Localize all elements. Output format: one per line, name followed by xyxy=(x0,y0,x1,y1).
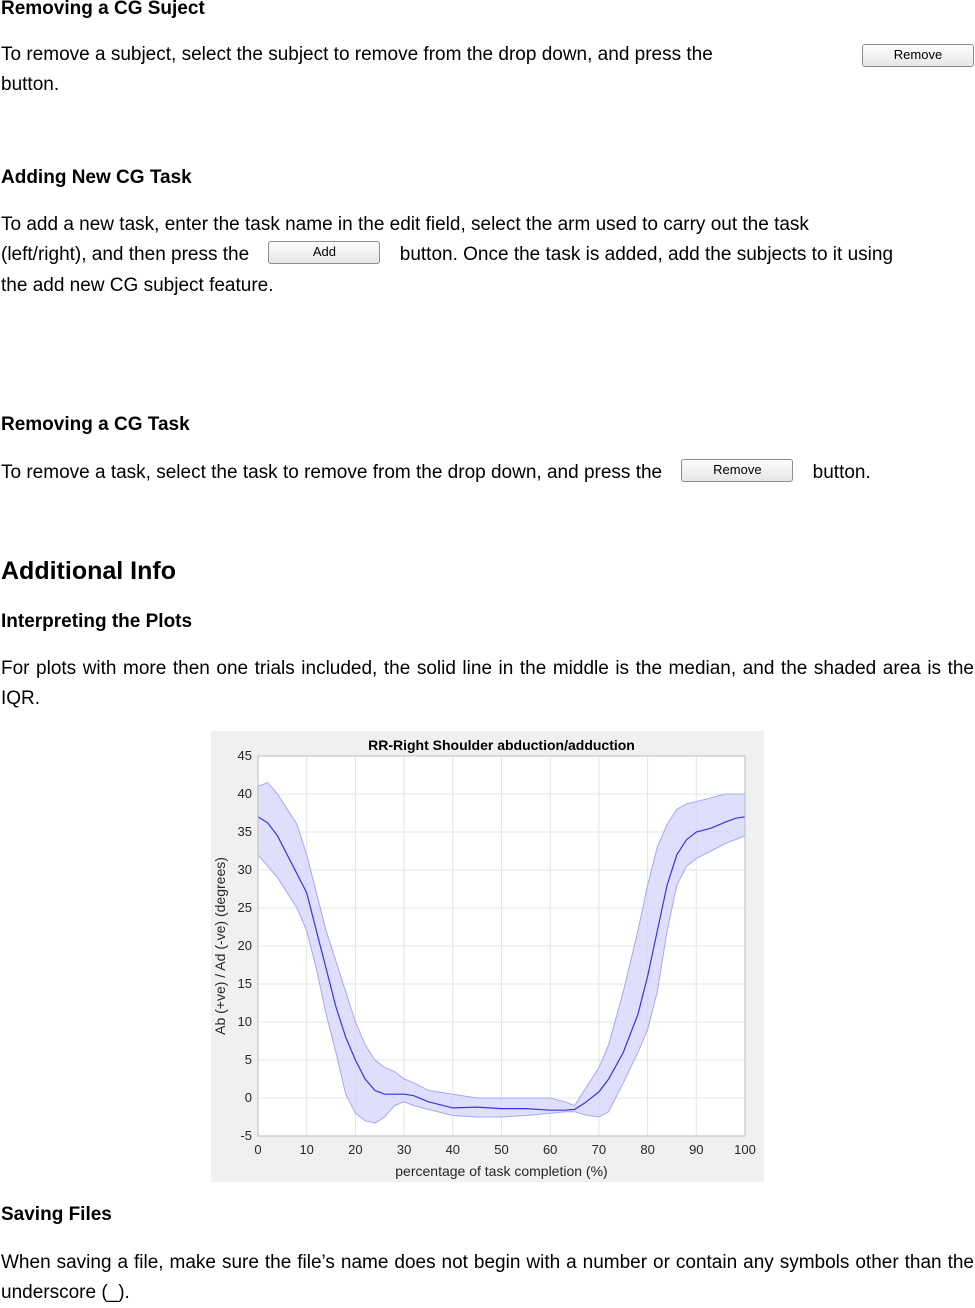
x-tick-label: 100 xyxy=(734,1142,756,1157)
y-tick-label: 20 xyxy=(237,938,252,953)
x-tick-label: 10 xyxy=(299,1142,314,1157)
heading-removing-cg-subject: Removing a CG Suject xyxy=(1,0,205,19)
remove-subject-button[interactable]: Remove xyxy=(862,44,974,67)
chart-title: RR-Right Shoulder abduction/adduction xyxy=(368,737,635,753)
heading-adding-new-cg-task: Adding New CG Task xyxy=(1,167,192,188)
add-task-instructions-line1: To add a new task, enter the task name in the edit field, select the arm used to carry out the task xyxy=(1,214,809,235)
x-tick-label: 80 xyxy=(640,1142,655,1157)
chart-y-axis-label: Ab (+ve) / Ad (-ve) (degrees) xyxy=(212,857,228,1035)
y-tick-label: 25 xyxy=(237,900,252,915)
add-task-button[interactable]: Add xyxy=(268,241,380,264)
add-task-instructions-line2 xyxy=(1,240,974,270)
x-tick-label: 20 xyxy=(348,1142,363,1157)
chart-svg xyxy=(211,731,764,1182)
interpreting-plots-text: For plots with more then one trials included, the solid line in the middle is the median, and the shaded area is the IQR. xyxy=(1,658,974,709)
y-tick-label: 30 xyxy=(237,862,252,877)
add-task-text-after: button. Once the task is added, add the subjects to it using xyxy=(399,244,894,265)
x-tick-label: 90 xyxy=(689,1142,704,1157)
chart-x-axis-label: percentage of task completion (%) xyxy=(395,1163,608,1179)
y-tick-label: 35 xyxy=(237,824,252,839)
x-tick-label: 70 xyxy=(591,1142,607,1157)
add-task-text-before: (left/right), and then press the xyxy=(1,244,250,265)
y-tick-label: -5 xyxy=(240,1128,252,1143)
remove-task-text-after: button. xyxy=(812,462,871,483)
y-tick-label: 10 xyxy=(237,1014,252,1029)
remove-subject-instructions-end: button. xyxy=(1,74,60,95)
x-tick-label: 40 xyxy=(445,1142,461,1157)
y-tick-label: 5 xyxy=(244,1052,252,1067)
remove-task-instructions xyxy=(1,458,974,488)
shoulder-abduction-chart xyxy=(211,731,764,1182)
add-task-instructions-line3: the add new CG subject feature. xyxy=(1,275,274,296)
remove-task-text-before: To remove a task, select the task to remove from the drop down, and press the xyxy=(1,462,663,483)
heading-additional-info: Additional Info xyxy=(1,557,176,585)
y-tick-label: 15 xyxy=(237,976,252,991)
remove-subject-instructions: To remove a subject, select the subject to remove from the drop down, and press the xyxy=(1,44,713,65)
x-tick-label: 30 xyxy=(396,1142,412,1157)
y-tick-label: 45 xyxy=(237,748,252,763)
x-tick-label: 0 xyxy=(254,1142,262,1157)
x-tick-label: 60 xyxy=(542,1142,558,1157)
remove-task-button[interactable]: Remove xyxy=(681,459,793,482)
heading-saving-files: Saving Files xyxy=(1,1204,112,1225)
heading-removing-cg-task: Removing a CG Task xyxy=(1,414,190,435)
saving-files-text: When saving a file, make sure the file’s name does not begin with a number or contain any symbols other than the underscore (_). xyxy=(1,1252,974,1303)
y-tick-label: 0 xyxy=(244,1090,252,1105)
heading-interpreting-plots: Interpreting the Plots xyxy=(1,611,193,632)
y-tick-label: 40 xyxy=(237,786,252,801)
x-tick-label: 50 xyxy=(494,1142,509,1157)
